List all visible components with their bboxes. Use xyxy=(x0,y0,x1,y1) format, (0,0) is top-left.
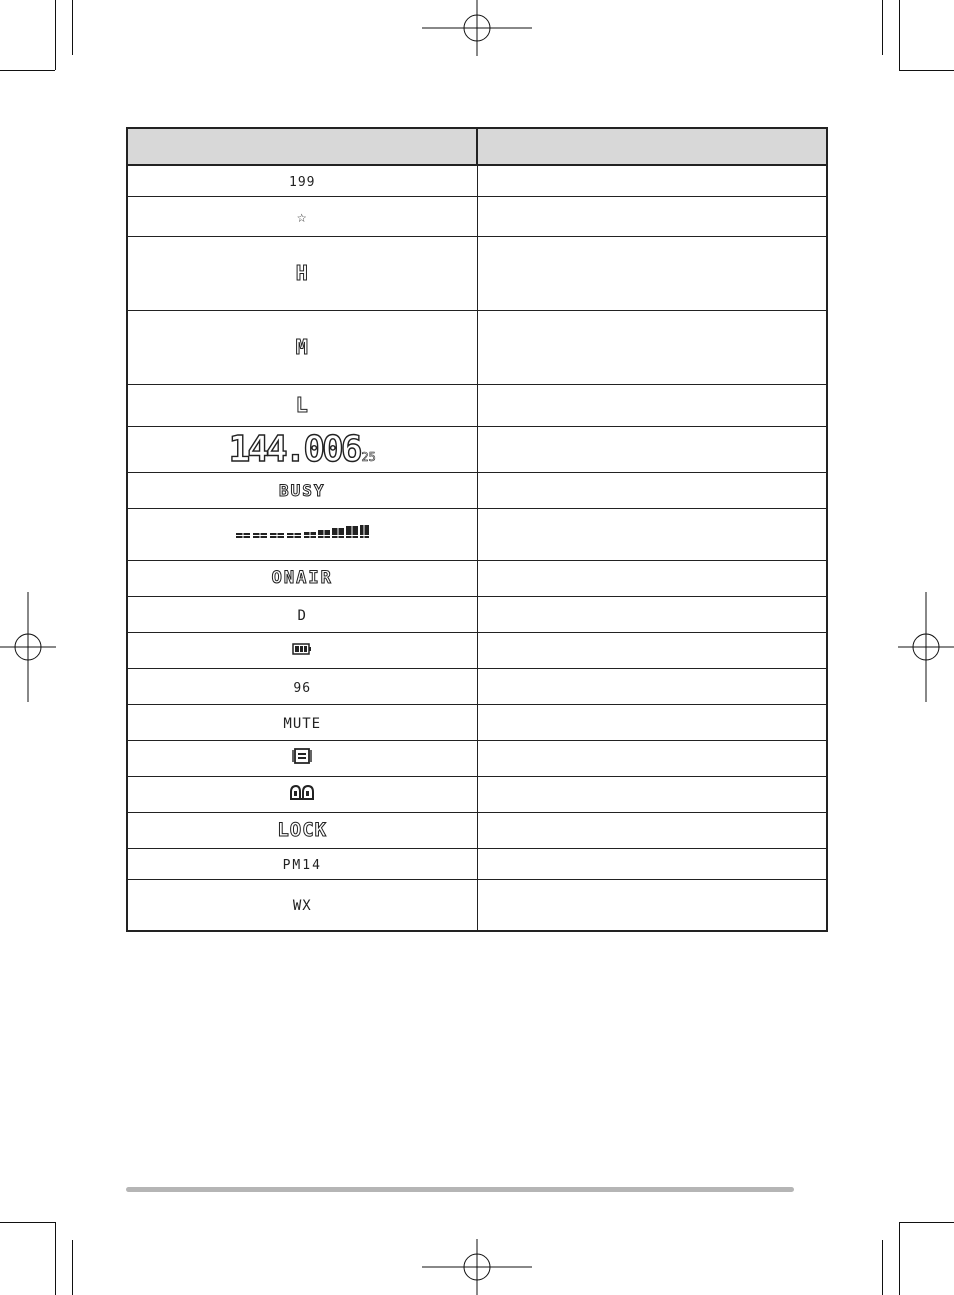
table-row xyxy=(127,596,827,632)
table-row xyxy=(127,704,827,740)
description-cell xyxy=(477,236,827,310)
indicator-cell xyxy=(127,310,477,384)
crop-mark xyxy=(882,1240,883,1295)
description-cell xyxy=(477,472,827,508)
indicator-cell xyxy=(127,704,477,740)
table-row xyxy=(127,848,827,879)
data-speed-indicator: 96 xyxy=(293,680,312,696)
indicator-cell xyxy=(127,472,477,508)
description-cell xyxy=(477,196,827,236)
description-cell xyxy=(477,310,827,384)
table-row xyxy=(127,384,827,426)
indicator-cell xyxy=(127,196,477,236)
key-icon xyxy=(292,747,312,765)
crop-mark xyxy=(0,1222,55,1223)
footer-rule xyxy=(126,1187,794,1192)
indicator-cell xyxy=(127,668,477,704)
indicator-cell xyxy=(127,776,477,812)
indicator-cell xyxy=(127,560,477,596)
frequency-subdigits: 25 xyxy=(361,449,376,464)
description-cell xyxy=(477,879,827,931)
crop-mark xyxy=(55,1222,56,1295)
crop-mark xyxy=(899,1222,954,1223)
crop-mark xyxy=(0,70,55,71)
description-cell xyxy=(477,704,827,740)
indicator-cell xyxy=(127,740,477,776)
low-power-indicator: L xyxy=(295,393,309,417)
indicator-cell xyxy=(127,384,477,426)
header-indicator xyxy=(127,128,477,165)
indicator-cell xyxy=(127,596,477,632)
description-cell xyxy=(477,740,827,776)
medium-power-indicator: M xyxy=(295,335,309,359)
frequency-display: 144.006 xyxy=(228,428,360,470)
busy-indicator: BUSY xyxy=(278,480,326,500)
indicator-cell xyxy=(127,236,477,310)
crop-mark xyxy=(72,1240,73,1295)
table-row xyxy=(127,668,827,704)
table-row xyxy=(127,310,827,384)
pm-channel-indicator: PM14 xyxy=(282,858,322,873)
indicator-cell xyxy=(127,812,477,848)
description-cell xyxy=(477,848,827,879)
description-cell xyxy=(477,426,827,472)
high-power-indicator: H xyxy=(295,261,309,285)
table-row xyxy=(127,879,827,931)
display-indicator-table xyxy=(126,127,828,932)
channel-number-indicator: 199 xyxy=(289,175,316,191)
table-row xyxy=(127,236,827,310)
header-description xyxy=(477,128,827,165)
indicator-cell xyxy=(127,632,477,668)
indicator-cell xyxy=(127,508,477,560)
s-meter-icon xyxy=(234,524,370,540)
registration-mark-bottom xyxy=(422,1239,532,1295)
registration-mark-right xyxy=(898,592,954,702)
mute-indicator: MUTE xyxy=(283,715,322,732)
lock-indicator: LOCK xyxy=(277,819,328,841)
table-row xyxy=(127,560,827,596)
table-row xyxy=(127,776,827,812)
on-air-indicator: ONAIR xyxy=(271,568,333,588)
battery-icon xyxy=(292,642,312,656)
table-row xyxy=(127,196,827,236)
indicator-cell xyxy=(127,165,477,196)
crop-mark xyxy=(899,1222,900,1295)
crop-mark xyxy=(899,0,900,70)
description-cell xyxy=(477,384,827,426)
indicator-cell xyxy=(127,426,477,472)
table-header-row xyxy=(127,128,827,165)
table-row xyxy=(127,632,827,668)
description-cell xyxy=(477,632,827,668)
registration-mark-left xyxy=(0,592,56,702)
tone-icon xyxy=(289,782,315,802)
duplex-indicator: D xyxy=(297,607,307,624)
description-cell xyxy=(477,165,827,196)
crop-mark xyxy=(899,70,954,71)
description-cell xyxy=(477,776,827,812)
table-row xyxy=(127,740,827,776)
table-row xyxy=(127,165,827,196)
description-cell xyxy=(477,508,827,560)
crop-mark xyxy=(55,0,56,70)
description-cell xyxy=(477,560,827,596)
description-cell xyxy=(477,812,827,848)
table-row xyxy=(127,426,827,472)
crop-mark xyxy=(882,0,883,55)
weather-indicator: WX xyxy=(292,898,312,915)
table-row xyxy=(127,508,827,560)
table-row xyxy=(127,472,827,508)
star-icon: ☆ xyxy=(296,206,308,226)
indicator-cell xyxy=(127,879,477,931)
indicator-cell xyxy=(127,848,477,879)
table-row xyxy=(127,812,827,848)
crop-mark xyxy=(72,0,73,55)
registration-mark-top xyxy=(422,0,532,56)
description-cell xyxy=(477,668,827,704)
description-cell xyxy=(477,596,827,632)
